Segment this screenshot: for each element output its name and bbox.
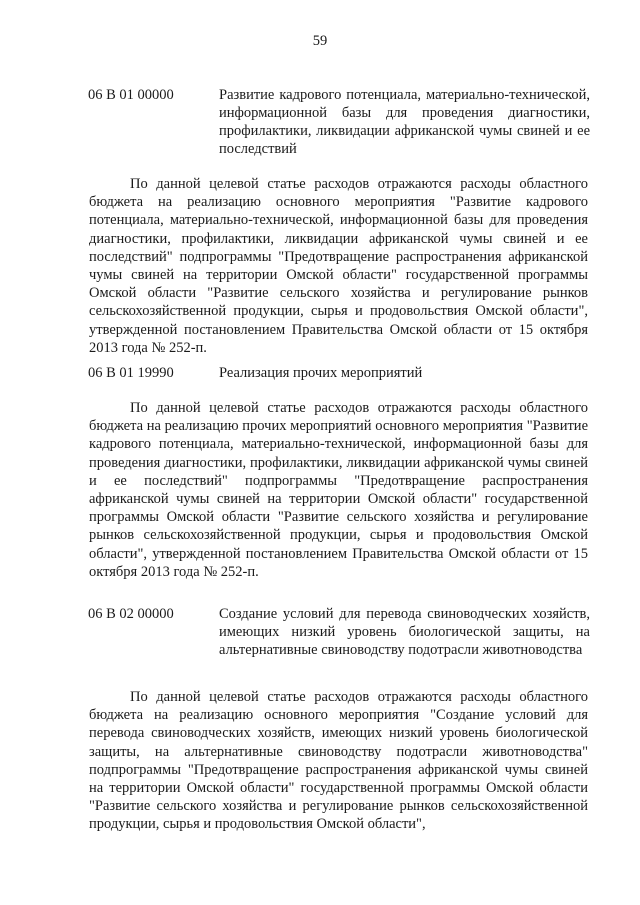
entry-title: Создание условий для перевода свиноводческих хозяйств, имеющих низкий уровень биологической защиты, на альтернативные свиноводству подотрасли животноводства — [219, 606, 590, 658]
page-number: 59 — [312, 33, 328, 49]
entry-paragraph: По данной целевой статье расходов отражаются расходы областного бюджета на реализацию прочих мероприятий основного мероприятия "Развитие кадрового потенциала, материально-технической, информационной базы для проведения диагностики, профилактики, ликвидации африканской чумы свиней и ее последствий" подпрограммы "Предотвращение распространения африканской чумы свиней на территории Омской области" государственной программы Омской области "Развитие сельского хозяйства и регулирование рынков сельскохозяйственной продукции, сырья и продовольствия Омской области", утвержденной постановлением Правительства Омской области от 15 октября 2013 года № 252-п. — [89, 400, 588, 580]
entry-code: 06 В 01 00000 — [88, 87, 174, 103]
entry-code: 06 В 01 19990 — [88, 365, 174, 381]
entry-paragraph: По данной целевой статье расходов отражаются расходы областного бюджета на реализацию основного мероприятия "Создание условий для перевода свиноводческих хозяйств, имеющих низкий уровень биологической защиты, на альтернативные свиноводству подотрасли животноводства" подпрограммы "Предотвращение распространения африканской чумы свиней на территории Омской области" государственной программы Омской области "Развитие сельского хозяйства и регулирование рынков сельскохозяйственной продукции, сырья и продовольствия Омской области", — [89, 689, 588, 833]
entry-title: Развитие кадрового потенциала, материально-технической, информационной базы для проведения диагностики, профилактики, ликвидации африканской чумы свиней и ее последствий — [219, 87, 590, 157]
entry-title: Реализация прочих мероприятий — [219, 365, 423, 381]
entry-paragraph: По данной целевой статье расходов отражаются расходы областного бюджета на реализацию основного мероприятия "Развитие кадрового потенциала, материально-технической, информационной базы для проведения диагностики, профилактики, ликвидации африканской чумы свиней и ее последствий" подпрограммы "Предотвращение распространения африканской чумы свиней на территории Омской области" государственной программы Омской области "Развитие сельского хозяйства и регулирование рынков сельскохозяйственной продукции, сырья и продовольствия Омской области", утвержденной постановлением Правительства Омской области от 15 октября 2013 года № 252-п. — [89, 176, 588, 356]
entry-code: 06 В 02 00000 — [88, 606, 174, 622]
